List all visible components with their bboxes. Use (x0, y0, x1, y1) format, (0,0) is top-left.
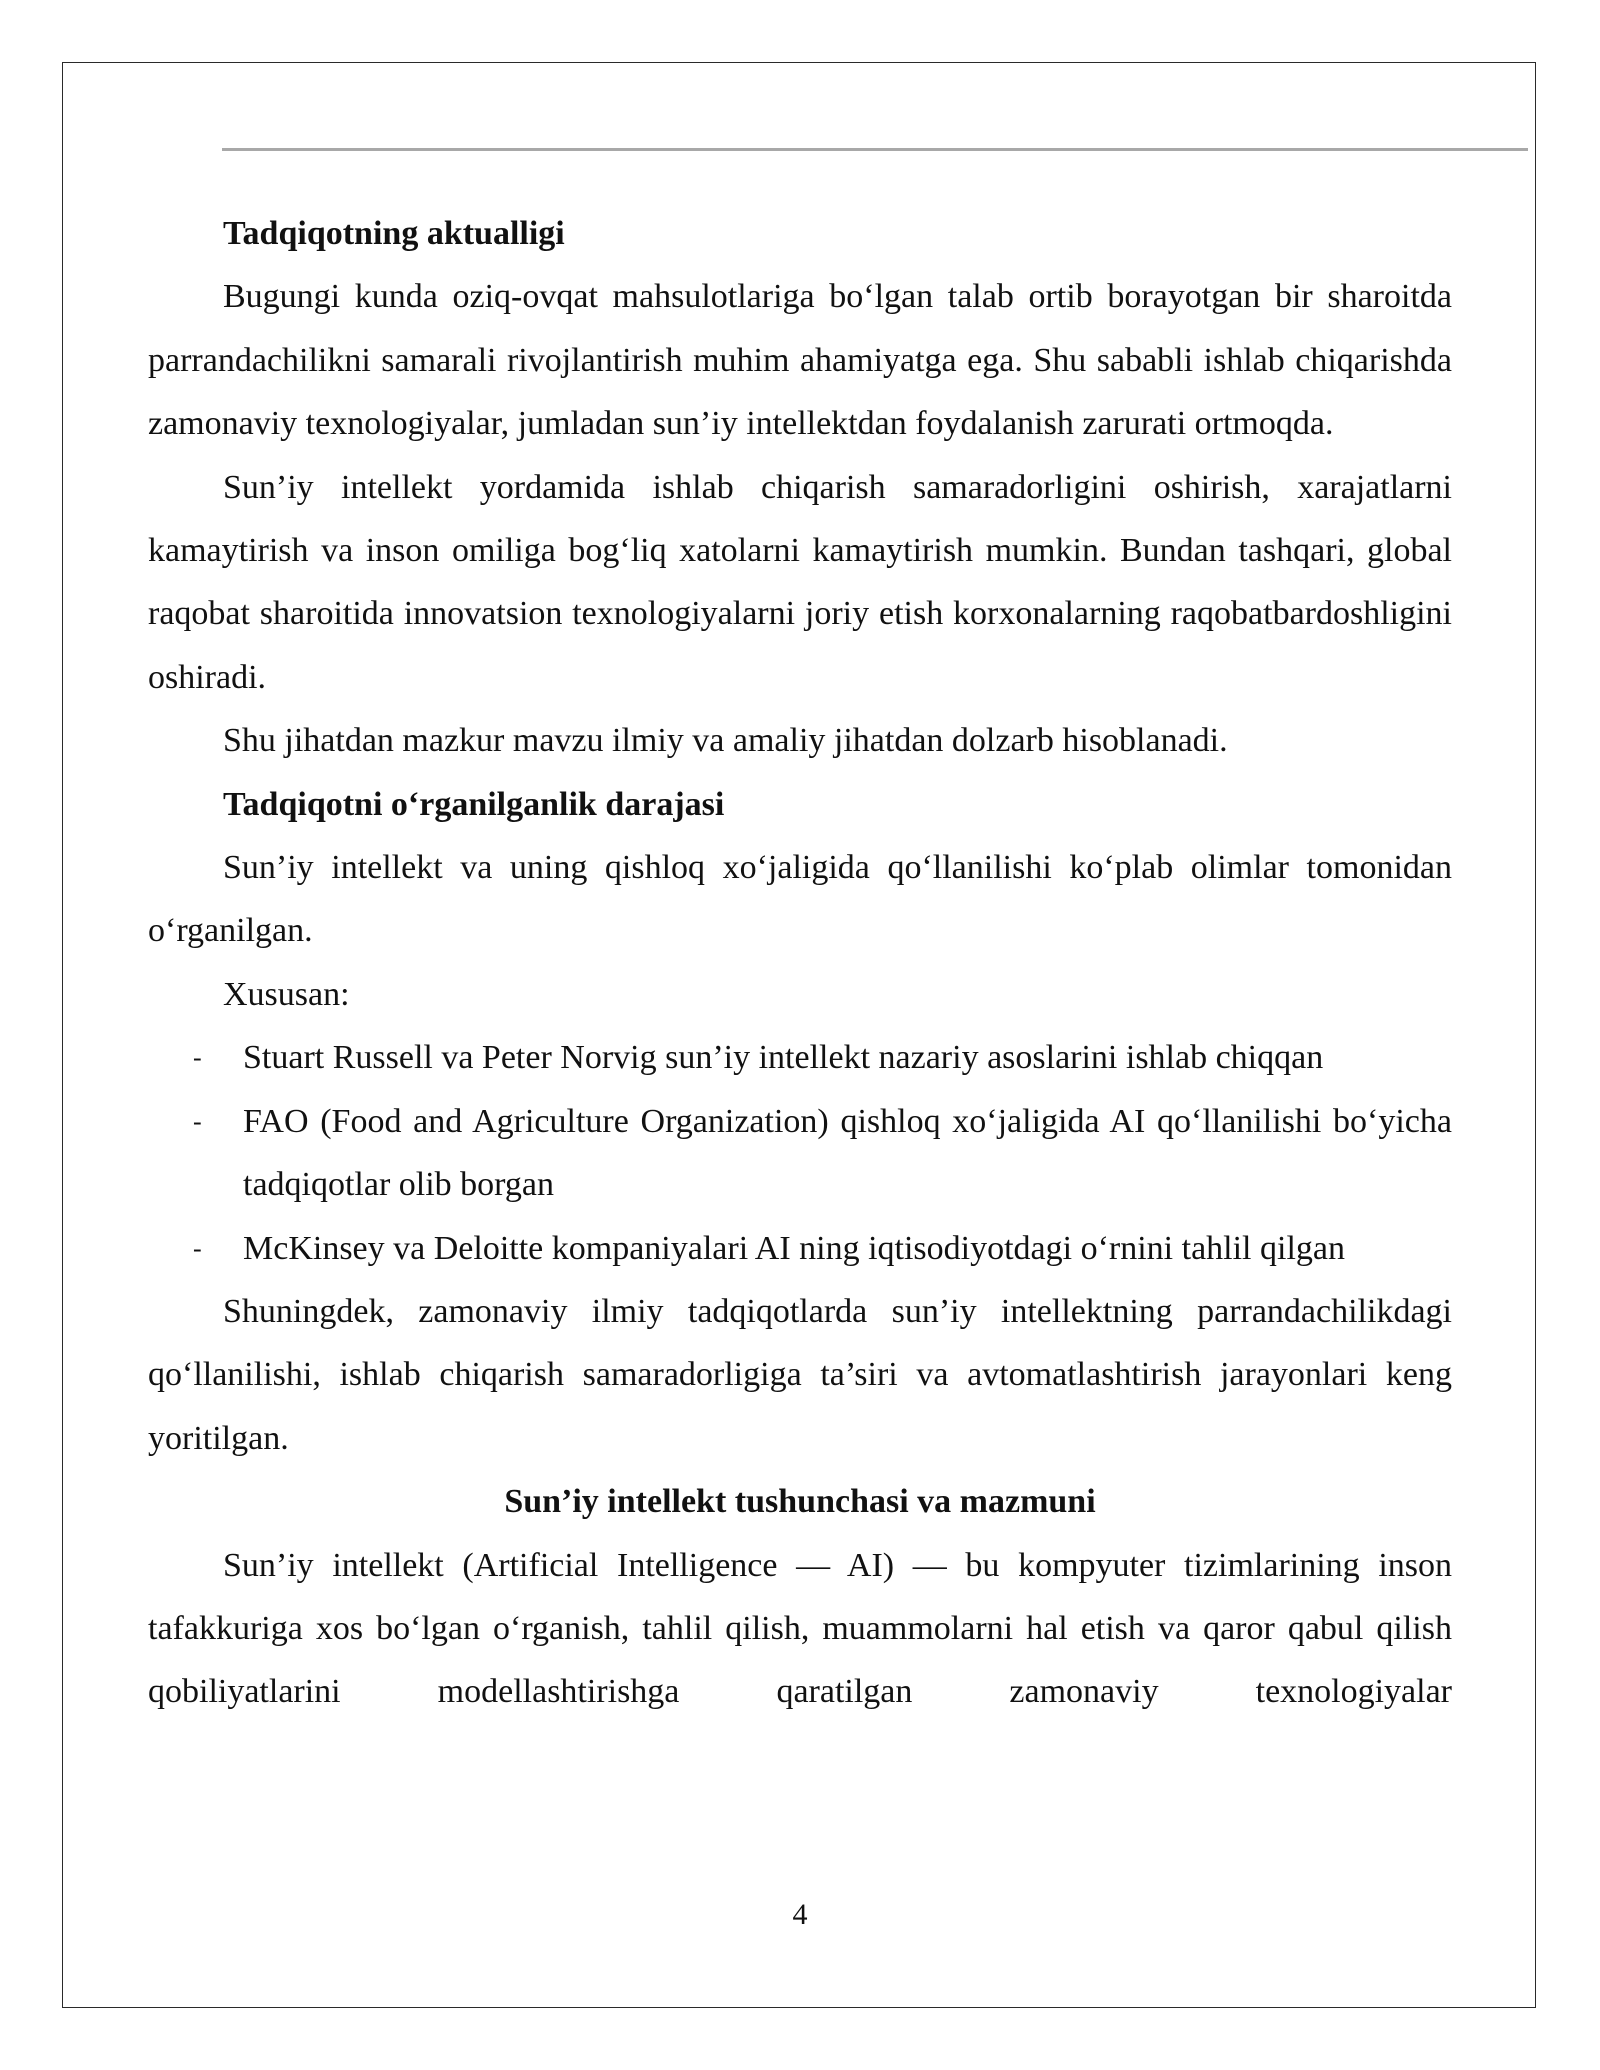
list-item-text: McKinsey va Deloitte kompaniyalari AI ning iqtisodiyotdagi o‘rnini tahlil qilgan (243, 1229, 1345, 1267)
paragraph: Shu jihatdan mazkur mavzu ilmiy va amaliy jihatdan dolzarb hisoblanadi. (223, 722, 1228, 760)
section-heading-relevance: Tadqiqotning aktualligi (223, 215, 565, 252)
list-item-text: FAO (Food and Agriculture Organization) qishloq xo‘jaligida AI qo‘llanilishi bo‘yicha tadqiqotlar olib borgan (243, 1102, 1452, 1204)
document-body (148, 202, 1452, 1724)
paragraph: Xususan: (223, 975, 350, 1013)
bullet-marker: - (193, 1106, 202, 1136)
section-heading-study-level: Tadqiqotni o‘rganilganlik darajasi (223, 785, 725, 823)
paragraph: Bugungi kunda oziq-ovqat mahsulotlariga bo‘lgan talab ortib borayotgan bir sharoitda parrandachilikni samarali rivojlantirish muhim ahamiyatga ega. Shu sababli ishlab chiqarishda zamonaviy texnologiyalar, jumladan sun’iy intellektdan foydalanish zarurati ortmoqda. (148, 278, 1452, 443)
list-item (148, 1090, 1452, 1217)
header-rule (222, 148, 1528, 151)
list-item (148, 1217, 1452, 1280)
list-item (148, 1026, 1452, 1089)
paragraph: Sun’iy intellekt (Artificial Intelligence — AI) — bu kompyuter tizimlarining inson tafakkuriga xos bo‘lgan o‘rganish, tahlil qilish, muammolarni hal etish va qaror qabul qilish qobiliyatlarini modellashtirishga qaratilgan zamonaviy texnologiyalar (148, 1546, 1452, 1711)
paragraph: Shuningdek, zamonaviy ilmiy tadqiqotlarda sun’iy intellektning parrandachilikdagi qo‘llanilishi, ishlab chiqarish samaradorligiga ta’siri va avtomatlashtirish jarayonlari keng yoritilgan. (148, 1292, 1452, 1457)
paragraph: Sun’iy intellekt va uning qishloq xo‘jaligida qo‘llanilishi ko‘plab olimlar tomonidan o‘rganilgan. (148, 849, 1452, 950)
page-number: 4 (792, 1898, 808, 1931)
list-item-text: Stuart Russell va Peter Norvig sun’iy intellekt nazariy asoslarini ishlab chiqqan (243, 1039, 1324, 1077)
bullet-marker: - (193, 1233, 202, 1263)
bullet-list (148, 1026, 1452, 1280)
section-heading-ai-concept: Sun’iy intellekt tushunchasi va mazmuni (504, 1483, 1096, 1521)
bullet-marker: - (193, 1043, 202, 1073)
paragraph: Sun’iy intellekt yordamida ishlab chiqarish samaradorligini oshirish, xarajatlarni kamaytirish va inson omiliga bog‘liq xatolarni kamaytirish mumkin. Bundan tashqari, global raqobat sharoitida innovatsion texnologiyalarni joriy etish korxonalarning raqobatbardoshligini oshiradi. (148, 468, 1452, 696)
